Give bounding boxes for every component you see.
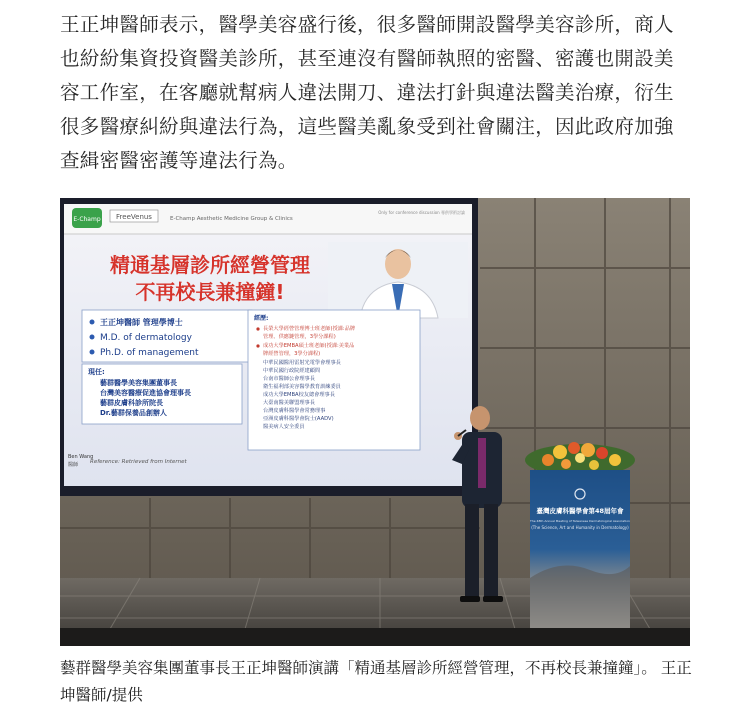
speaker-portrait [328,242,468,318]
slide-experience-item: 台南市醫師公會理事長 [263,376,315,382]
slide-footer-ref: Reference: Retrieved from Internet [90,459,187,465]
slide-current-label: 現任: [88,368,105,376]
slide-footer-name2: 醫師 [68,462,79,468]
slide-bullet: Ph.D. of management [100,348,199,358]
slide-current-item: 台灣美容醫療促進協會理事長 [100,389,191,397]
slide-header-text: E-Champ Aesthetic Medicine Group & Clinics [170,216,293,222]
podium-tagline: (The Science, Art and Humanity in Dermatology) [531,525,629,530]
slide-logo-left: E-Champ [73,216,101,223]
podium-subtitle: The 48th Annual Meeting of Taiwanese Dermatological Association [530,519,630,523]
slide-current-item: 藝群醫學美容集團董事長 [100,379,177,387]
slide-title-line1: 精通基層診所經營管理 [110,253,310,277]
slide-experience-item: 長榮大學經營管理博士班老師(授課:品牌 [263,326,355,332]
slide-current-item: Dr.藝群保養品創辦人 [100,409,167,417]
slide-title-line2: 不再校長兼撞鐘! [135,280,285,304]
slide-bullet: 王正坤醫師 管理學博士 [100,318,183,327]
photo-caption [60,655,692,709]
slide-experience-item: 中華民國行政院經建顧問 [263,368,321,374]
slide-logo-freevenus: FreeVenus [116,213,152,221]
slide-experience-item: 管理、供應鏈管理，3學分課程) [263,334,336,340]
slide-experience-item: 成功大學EMBA校友總會理事長 [263,392,335,398]
slide-experience-item: 醫美病人安全委員 [263,424,305,430]
article-paragraph: 王正坤醫師表示，醫學美容盛行後，很多醫師開設醫學美容診所，商人也紛紛集資投資醫美診所，甚至連沒有醫師執照的密醫、密護也開設美容工作室，在客廳就幫病人違法開刀、違法打針與違法醫美治療，衍生很多醫療糾紛與違法行為，這些醫美亂象受到社會關注，因此政府加強查緝密醫密護等違法行為。 [60,13,674,172]
slide-header-right: Only for conference discussion 專供學術討論 [378,210,465,215]
slide-experience-label: 經歷: [254,315,269,322]
slide-experience-item: 牌經營管理，3學分課程) [263,351,321,357]
slide-experience-item: 中華民國醫用雷射光電學會理事長 [263,360,341,366]
caption-credit: 王正坤醫師/提供 [60,659,692,704]
conference-photo [60,198,690,646]
slide-experience-item: 亞洲皮膚科醫學會院士(AADV) [263,416,334,422]
slide-current-item: 藝群皮膚科診所院長 [100,399,163,407]
presentation-slide [64,204,472,486]
slide-bullets [90,317,199,358]
slide-experience-item: 大臺南醫美聯盟理事長 [263,400,315,406]
slide-footer-name: Ben Wang [68,454,94,460]
slide-experience-item: 台灣皮膚科醫學會常務理事 [263,408,326,414]
slide-experience-item: 成功大學EMBA碩士班老師(授課:美業品 [263,343,355,349]
slide-experience-item: 衛生福利部美容醫學教育訓練委員 [263,384,341,390]
podium-title: 臺灣皮膚科醫學會第48屆年會 [536,507,624,515]
slide-bullet: M.D. of dermatology [100,333,192,343]
podium [529,470,630,628]
caption-text: 藝群醫學美容集團董事長王正坤醫師演講「精通基層診所經營管理，不再校長兼撞鐘」。 [60,659,657,677]
